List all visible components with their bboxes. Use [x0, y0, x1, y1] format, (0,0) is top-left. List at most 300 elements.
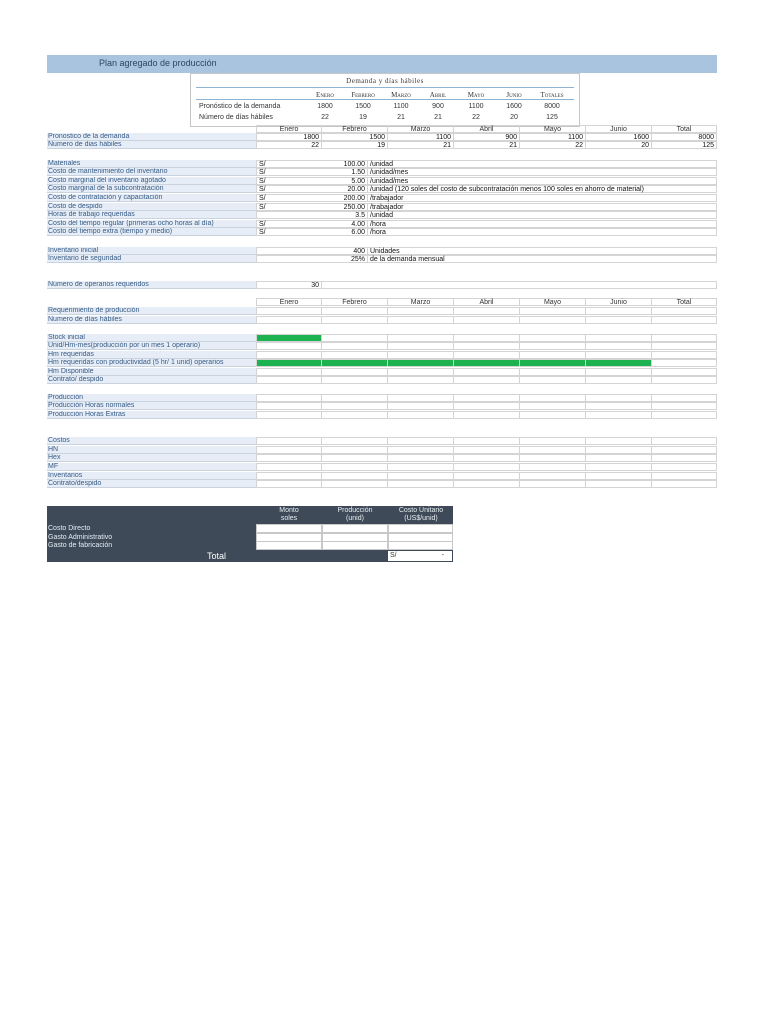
param-unit[interactable]: /unidad: [368, 211, 717, 219]
currency: S/: [259, 221, 266, 228]
highlighted-cell[interactable]: [454, 359, 520, 367]
grid-cell[interactable]: [388, 376, 454, 384]
forecast-demand-row: [47, 133, 717, 141]
grid-cell[interactable]: [520, 307, 586, 315]
cost-cell[interactable]: [256, 524, 322, 533]
cost-row: [47, 454, 717, 462]
grid-cell[interactable]: [520, 454, 586, 462]
days-cell[interactable]: 22: [256, 141, 322, 149]
total-value-cell[interactable]: [388, 551, 452, 561]
grid-cell[interactable]: [256, 368, 322, 376]
grid-cell[interactable]: [256, 454, 322, 462]
grid-cell[interactable]: [388, 411, 454, 419]
inventory-row: [47, 255, 717, 263]
grid-cell[interactable]: [388, 334, 454, 342]
page-title: Plan agregado de producción: [99, 58, 217, 68]
param-value-cell[interactable]: [256, 228, 368, 236]
grid-cell[interactable]: [520, 472, 586, 480]
operators-value-cell[interactable]: [256, 281, 322, 289]
total-row: [47, 550, 453, 562]
grid-cell[interactable]: [388, 480, 454, 488]
grid-cell[interactable]: [388, 446, 454, 454]
grid-cell[interactable]: [586, 480, 652, 488]
cost-row: [47, 446, 717, 454]
plan-row: [47, 342, 717, 350]
inventory-value: 400: [353, 248, 365, 255]
header-line: Producción: [337, 507, 373, 514]
days-value: 21: [397, 114, 405, 121]
inventory-row: [47, 247, 717, 255]
grid-cell[interactable]: [520, 351, 586, 359]
grid-cell[interactable]: [586, 472, 652, 480]
grid-cell[interactable]: [454, 394, 520, 402]
grid-cell[interactable]: [322, 376, 388, 384]
param-label: Materiales: [47, 160, 256, 168]
currency: S/: [259, 204, 266, 211]
operators-row: [47, 281, 717, 289]
grid-cell[interactable]: [388, 402, 454, 410]
param-label: Costo del tiempo regular (primeras ocho horas al día): [47, 220, 256, 228]
highlighted-cell[interactable]: [388, 359, 454, 367]
demand-value: 1100: [468, 103, 484, 110]
grid-cell[interactable]: [322, 446, 388, 454]
param-label: Costo de contratación y capacitación: [47, 194, 256, 202]
grid-cell[interactable]: [256, 402, 322, 410]
days-cell[interactable]: 21: [388, 141, 454, 149]
grid-cell[interactable]: [388, 342, 454, 350]
demand-cell[interactable]: 1800: [256, 133, 322, 141]
cost-cell[interactable]: [322, 541, 388, 550]
grid-cell[interactable]: [652, 437, 717, 445]
param-value-cell[interactable]: [256, 185, 368, 193]
plan-row-label: Contrato/ despido: [47, 376, 256, 384]
grid-cell[interactable]: [520, 446, 586, 454]
demand-header: Febrero: [351, 91, 375, 99]
demand-cell[interactable]: 8000: [652, 133, 717, 141]
param-unit[interactable]: /trabajador: [368, 194, 717, 202]
grid-cell[interactable]: [454, 316, 520, 324]
param-unit[interactable]: /unidad (120 soles del costo de subcontratación menos 100 soles en ahorro de material): [368, 185, 717, 193]
grid-cell[interactable]: [322, 480, 388, 488]
plan-row-label: Numero de días hábiles: [47, 316, 256, 324]
grid-cell[interactable]: [388, 454, 454, 462]
month-header[interactable]: Mayo: [520, 125, 586, 133]
demand-header: Mayo: [467, 91, 485, 99]
grid-cell[interactable]: [256, 480, 322, 488]
grid-cell[interactable]: [322, 307, 388, 315]
cost-summary-label: Gasto de fabricación: [48, 542, 113, 549]
param-label: Costo de mantenimiento del inventario: [47, 168, 256, 176]
grid-cell[interactable]: [586, 368, 652, 376]
param-row: [47, 194, 717, 202]
cost-header: [256, 507, 322, 523]
demand-cell[interactable]: 900: [454, 133, 520, 141]
plan-row: [47, 351, 717, 359]
grid-cell[interactable]: [520, 402, 586, 410]
grid-cell[interactable]: [652, 376, 717, 384]
grid-cell[interactable]: [322, 463, 388, 471]
cost-header: [322, 507, 388, 523]
grid-cell[interactable]: [256, 342, 322, 350]
grid-cell[interactable]: [454, 334, 520, 342]
param-row: [47, 228, 717, 236]
plan-row: [47, 402, 717, 410]
demand-cell[interactable]: 1100: [520, 133, 586, 141]
grid-cell[interactable]: [652, 472, 717, 480]
days-cell[interactable]: 125: [652, 141, 717, 149]
grid-cell[interactable]: [256, 437, 322, 445]
grid-cell[interactable]: [322, 368, 388, 376]
grid-cell[interactable]: [256, 307, 322, 315]
cost-row-label: Costos: [47, 437, 256, 445]
divider: [196, 87, 574, 88]
demand-header: Enero: [316, 91, 334, 99]
grid-cell[interactable]: [388, 394, 454, 402]
days-cell[interactable]: 19: [322, 141, 388, 149]
grid-cell[interactable]: [322, 411, 388, 419]
grid-cell[interactable]: [520, 437, 586, 445]
demand-value: 900: [432, 103, 444, 110]
grid-cell[interactable]: [454, 454, 520, 462]
grid-cell[interactable]: [520, 394, 586, 402]
param-value-cell[interactable]: [256, 220, 368, 228]
grid-cell[interactable]: [322, 316, 388, 324]
demand-cell[interactable]: 1100: [388, 133, 454, 141]
grid-cell[interactable]: [388, 307, 454, 315]
grid-cell[interactable]: [256, 394, 322, 402]
demand-value: 1500: [355, 103, 371, 110]
param-unit[interactable]: /unidad/mes: [368, 177, 717, 185]
demand-row-label: Número de días hábiles: [199, 114, 273, 121]
inventory-value-cell[interactable]: [256, 255, 368, 263]
demand-header: Marzo: [391, 91, 411, 99]
month-header[interactable]: Junio: [586, 298, 652, 306]
param-row: [47, 211, 717, 219]
grid-cell[interactable]: [586, 342, 652, 350]
inventory-value: 25%: [350, 256, 365, 263]
currency: S/: [259, 195, 266, 202]
grid-cell[interactable]: [256, 376, 322, 384]
param-value-cell[interactable]: [256, 168, 368, 176]
grid-cell[interactable]: [586, 394, 652, 402]
demand-value: 1100: [393, 103, 409, 110]
inventory-label: Inventario de seguridad: [47, 255, 256, 263]
month-header[interactable]: Junio: [586, 125, 652, 133]
cost-summary-row: [47, 541, 453, 550]
grid-cell[interactable]: [454, 411, 520, 419]
month-header[interactable]: Abril: [454, 125, 520, 133]
days-cell[interactable]: 20: [586, 141, 652, 149]
grid-cell[interactable]: [652, 342, 717, 350]
cost-summary-row: [47, 524, 453, 533]
days-value: 22: [472, 114, 480, 121]
month-header[interactable]: Total: [652, 125, 717, 133]
param-unit[interactable]: /hora: [368, 220, 717, 228]
grid-cell[interactable]: [454, 437, 520, 445]
grid-cell[interactable]: [322, 351, 388, 359]
plan-row: [47, 307, 717, 315]
demand-value: 1800: [317, 103, 333, 110]
grid-cell[interactable]: [652, 480, 717, 488]
grid-cell[interactable]: [256, 351, 322, 359]
grid-cell[interactable]: [322, 342, 388, 350]
grid-cell[interactable]: [256, 472, 322, 480]
grid-cell[interactable]: [586, 411, 652, 419]
plan-row-label: Hm requeridas: [47, 351, 256, 359]
grid-cell[interactable]: [520, 463, 586, 471]
grid-cell[interactable]: [520, 376, 586, 384]
currency: S/: [259, 169, 266, 176]
cost-header: [388, 507, 454, 523]
param-unit[interactable]: /trabajador: [368, 203, 717, 211]
grid-cell[interactable]: [388, 351, 454, 359]
grid-cell[interactable]: [454, 307, 520, 315]
param-value-cell[interactable]: [256, 160, 368, 168]
param-value: 6.00: [351, 229, 365, 236]
title-bar: [47, 55, 717, 73]
plan-row-label: Requerimiento de producción: [47, 307, 256, 315]
grid-cell[interactable]: [256, 446, 322, 454]
grid-cell[interactable]: [586, 376, 652, 384]
month-header[interactable]: Febrero: [322, 125, 388, 133]
cost-row: [47, 480, 717, 488]
cost-row: [47, 472, 717, 480]
plan-row: [47, 394, 717, 402]
months-header-row: [47, 125, 717, 133]
param-row: [47, 220, 717, 228]
param-unit[interactable]: /unidad: [368, 160, 717, 168]
param-value: 20.00: [347, 186, 365, 193]
plan-row-label: Producción: [47, 394, 256, 402]
demand-table-image: [190, 73, 580, 127]
grid-cell[interactable]: [652, 359, 717, 367]
grid-cell[interactable]: [652, 454, 717, 462]
grid-cell[interactable]: [454, 376, 520, 384]
param-value-cell[interactable]: [256, 194, 368, 202]
grid-cell[interactable]: [322, 402, 388, 410]
cost-row-label: Inventarios: [47, 472, 256, 480]
month-header[interactable]: Enero: [256, 125, 322, 133]
grid-cell[interactable]: [520, 316, 586, 324]
grid-cell[interactable]: [454, 368, 520, 376]
grid-cell[interactable]: [652, 351, 717, 359]
days-value: 21: [434, 114, 442, 121]
month-header[interactable]: Febrero: [322, 298, 388, 306]
header-line: (unid): [346, 515, 364, 522]
forecast-days-row: [47, 141, 717, 149]
grid-cell[interactable]: [652, 463, 717, 471]
month-header[interactable]: Marzo: [388, 298, 454, 306]
grid-cell[interactable]: [586, 446, 652, 454]
grid-cell[interactable]: [586, 402, 652, 410]
highlighted-cell[interactable]: [256, 359, 322, 367]
days-cell[interactable]: 21: [454, 141, 520, 149]
demand-cell[interactable]: 1500: [322, 133, 388, 141]
grid-cell[interactable]: [454, 480, 520, 488]
header-line: (US$/unid): [404, 515, 438, 522]
param-label: Costo de despido: [47, 203, 256, 211]
grid-cell[interactable]: [652, 316, 717, 324]
demand-caption: Demanda y días hábiles: [346, 77, 424, 85]
plan-row: [47, 376, 717, 384]
grid-cell[interactable]: [586, 316, 652, 324]
days-value: 19: [359, 114, 367, 121]
plan-row: [47, 334, 717, 342]
grid-cell[interactable]: [652, 368, 717, 376]
plan-row-label: Producción Horas Extras: [47, 411, 256, 419]
grid-cell[interactable]: [322, 394, 388, 402]
grid-cell[interactable]: [520, 480, 586, 488]
param-value: 1.50: [351, 169, 365, 176]
param-row: [47, 160, 717, 168]
grid-cell[interactable]: [652, 307, 717, 315]
row-label: Numero de dias hábiles: [47, 141, 256, 149]
grid-cell[interactable]: [454, 402, 520, 410]
inventory-label: Inventario inicial: [47, 247, 256, 255]
highlighted-cell[interactable]: [586, 359, 652, 367]
param-value: 5.00: [351, 178, 365, 185]
highlighted-cell[interactable]: [256, 334, 322, 342]
month-header[interactable]: Mayo: [520, 298, 586, 306]
grid-cell[interactable]: [256, 316, 322, 324]
plan-row-label: Unid/Hm-mes(producción por un mes 1 operario): [47, 342, 256, 350]
demand-row-label: Pronóstico de la demanda: [199, 103, 281, 110]
param-row: [47, 203, 717, 211]
operators-label: Número de operarios requeridos: [47, 281, 256, 289]
grid-cell[interactable]: [520, 368, 586, 376]
grid-cell[interactable]: [388, 437, 454, 445]
header-line: Monto: [279, 507, 299, 514]
param-value-cell[interactable]: [256, 177, 368, 185]
plan-row-label: Hm requeridas con productividad (5 hr/ 1 unid) operarios: [47, 359, 256, 367]
inventory-unit[interactable]: de la demanda mensual: [368, 255, 717, 263]
param-label: Horas de trabajo requeridas: [47, 211, 256, 219]
plan-row-label: Producción Horas normales: [47, 402, 256, 410]
plan-row: [47, 316, 717, 324]
cost-cell[interactable]: [256, 541, 322, 550]
plan-row-label: Hm Disponible: [47, 368, 256, 376]
operators-value: 30: [311, 282, 319, 289]
grid-cell[interactable]: [586, 437, 652, 445]
inventory-unit[interactable]: Unidades: [368, 247, 717, 255]
cost-row: [47, 463, 717, 471]
grid-cell[interactable]: [322, 334, 388, 342]
grid-cell[interactable]: [454, 342, 520, 350]
grid-cell[interactable]: [454, 463, 520, 471]
grid-cell[interactable]: [388, 316, 454, 324]
plan-row-label: Stock inicial: [47, 334, 256, 342]
grid-cell[interactable]: [520, 334, 586, 342]
cost-row: [47, 437, 717, 445]
header-line: Costo Unitario: [398, 507, 444, 514]
param-value-cell[interactable]: [256, 203, 368, 211]
month-header[interactable]: Total: [652, 298, 717, 306]
grid-cell[interactable]: [322, 437, 388, 445]
demand-header: Totales: [540, 91, 564, 99]
cost-summary-header: [47, 506, 453, 524]
days-cell[interactable]: 22: [520, 141, 586, 149]
demand-value: 8000: [544, 103, 560, 110]
grid-cell[interactable]: [652, 446, 717, 454]
currency: S/: [259, 178, 266, 185]
grid-cell[interactable]: [256, 411, 322, 419]
param-row: [47, 168, 717, 176]
grid-cell[interactable]: [652, 402, 717, 410]
cost-row-label: Hex: [47, 454, 256, 462]
total-label: Total: [207, 551, 227, 561]
currency: S/: [390, 552, 397, 559]
month-header[interactable]: Enero: [256, 298, 322, 306]
grid-cell[interactable]: [652, 411, 717, 419]
grid-cell[interactable]: [586, 334, 652, 342]
param-value: 4.00: [351, 221, 365, 228]
plan-months-header-row: [47, 298, 717, 306]
demand-value: 1600: [506, 103, 522, 110]
grid-cell[interactable]: [322, 472, 388, 480]
plan-row: [47, 368, 717, 376]
cost-cell[interactable]: [322, 524, 388, 533]
grid-cell[interactable]: [520, 411, 586, 419]
days-value: 22: [321, 114, 329, 121]
currency: S/: [259, 186, 266, 193]
row-label: Pronostico de la demanda: [47, 133, 256, 141]
grid-cell[interactable]: [652, 334, 717, 342]
grid-cell[interactable]: [586, 307, 652, 315]
grid-cell[interactable]: [586, 463, 652, 471]
param-value: 3.5: [355, 212, 365, 219]
param-row: [47, 185, 717, 193]
param-unit[interactable]: /unidad/mes: [368, 168, 717, 176]
cost-cell[interactable]: [388, 524, 453, 533]
plan-row: [47, 411, 717, 419]
param-value: 200.00: [343, 195, 365, 202]
month-header[interactable]: Marzo: [388, 125, 454, 133]
grid-cell[interactable]: [454, 446, 520, 454]
cost-cell[interactable]: [388, 541, 453, 550]
highlighted-cell[interactable]: [520, 359, 586, 367]
grid-cell[interactable]: [652, 394, 717, 402]
grid-cell[interactable]: [454, 472, 520, 480]
month-header[interactable]: Abril: [454, 298, 520, 306]
grid-cell[interactable]: [322, 454, 388, 462]
param-label: Costo del tiempo extra (tiempo y medio): [47, 228, 256, 236]
demand-cell[interactable]: 1600: [586, 133, 652, 141]
demand-header: Junio: [506, 91, 522, 99]
param-value: 100.00: [343, 161, 365, 168]
grid-cell[interactable]: [586, 454, 652, 462]
param-label: Costo marginal de la subcontratación: [47, 185, 256, 193]
divider: [196, 99, 574, 100]
grid-cell[interactable]: [388, 368, 454, 376]
currency: S/: [259, 161, 266, 168]
plan-row: [47, 359, 717, 367]
param-value-cell[interactable]: [256, 211, 368, 219]
grid-cell[interactable]: [388, 472, 454, 480]
grid-cell[interactable]: [256, 463, 322, 471]
cost-summary-label: Gasto Administrativo: [48, 534, 113, 541]
param-unit[interactable]: /hora: [368, 228, 717, 236]
param-label: Costo marginal del inventario agotado: [47, 177, 256, 185]
header-line: soles: [280, 515, 298, 522]
inventory-value-cell[interactable]: [256, 247, 368, 255]
currency: S/: [259, 229, 266, 236]
grid-cell[interactable]: [388, 463, 454, 471]
grid-cell[interactable]: [454, 351, 520, 359]
empty-cell[interactable]: [322, 281, 717, 289]
grid-cell[interactable]: [586, 351, 652, 359]
grid-cell[interactable]: [520, 342, 586, 350]
highlighted-cell[interactable]: [322, 359, 388, 367]
